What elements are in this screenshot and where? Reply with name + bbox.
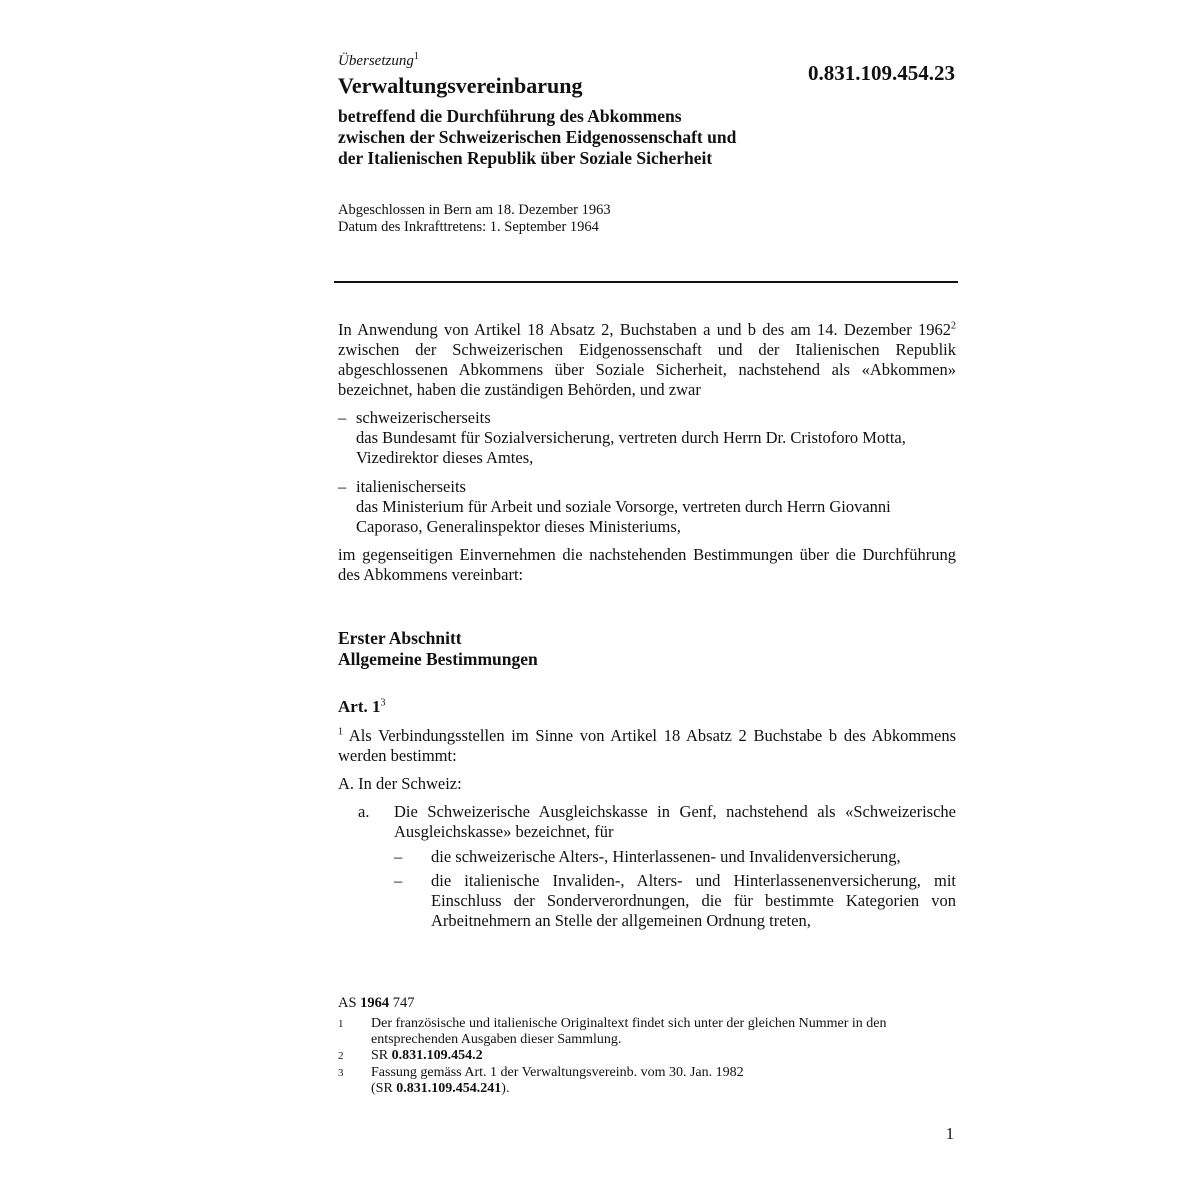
preamble-closing: im gegenseitigen Einvernehmen die nachstehenden Bestimmungen über die Durchführung des Abkommens vereinbart:	[338, 545, 956, 584]
footnote-text: Der französische und italienische Originaltext findet sich unter der gleichen Nummer in den entsprechenden Ausgaben dieser Sammlung.	[371, 1016, 887, 1047]
document-subtitle	[338, 106, 858, 169]
footnote-ref-2[interactable]: 2	[951, 320, 956, 332]
item-text: Die Schweizerische Ausgleichskasse in Genf, nachstehend als «Schweizerische Ausgleichskasse» bezeichnet, für	[394, 802, 956, 841]
footnote-3	[338, 1065, 948, 1097]
subtitle-line: der Italienischen Republik über Soziale Sicherheit	[338, 148, 713, 168]
footnote-2	[338, 1048, 948, 1064]
concluded-date: Abgeschlossen in Bern am 18. Dezember 1963	[338, 202, 611, 218]
dash-marker: –	[394, 847, 403, 866]
section-heading	[338, 628, 538, 670]
document-dates	[338, 202, 611, 236]
footnote-text: SR 0.831.109.454.2	[371, 1048, 483, 1063]
list-letter-a: A. In der Schweiz:	[338, 774, 462, 793]
party-swiss	[338, 408, 956, 468]
dash-marker: –	[338, 408, 347, 427]
footnote-1	[338, 1016, 948, 1048]
footnote-ref-1[interactable]: 1	[413, 51, 419, 62]
official-compilation-reference: AS 1964 747	[338, 995, 415, 1011]
sr-link[interactable]: 0.831.109.454.2	[391, 1048, 483, 1063]
footnote-number: 2	[338, 1050, 344, 1062]
preamble-paragraph: In Anwendung von Artikel 18 Absatz 2, Buchstaben a und b des am 14. Dezember 1962$^2$ zwischen der Schweizerischen Eidgenossenschaft und der Italienischen Republik abgeschlossenen Abkommens über Soziale Sicherheit, nachstehend als «Abkommen» bezeichnet, haben die zuständigen Behörden, und zwar	[338, 320, 956, 399]
section-number: Erster Abschnitt	[338, 628, 462, 648]
article-heading: Art. $1^3$	[338, 697, 386, 716]
party-description: das Ministerium für Arbeit und soziale Vorsorge, vertreten durch Herrn Giovanni Caporaso, Generalinspektor dieses Ministeriums,	[356, 497, 891, 536]
entry-into-force-date: Datum des Inkrafttretens: 1. September 1964	[338, 219, 599, 235]
party-side: italienischerseits	[356, 477, 466, 496]
footnote-ref-3[interactable]: 3	[380, 697, 386, 709]
sub-list-item: – die italienische Invaliden-, Alters- und Hinterlassenenversicherung, mit Einschluss der Sonderverordnungen, die für bestimmte Kategorien von Arbeitnehmern an Stelle der allgemeinen Ordnung treten,	[394, 871, 956, 930]
party-description: das Bundesamt für Sozialversicherung, vertreten durch Herrn Dr. Cristoforo Motta, Vizedirektor dieses Amtes,	[356, 428, 906, 467]
document-title: Verwaltungsvereinbarung	[338, 73, 583, 98]
subtitle-line: betreffend die Durchführung des Abkommens	[338, 106, 682, 126]
party-italian	[338, 477, 956, 537]
subtitle-line: zwischen der Schweizerischen Eidgenossenschaft und	[338, 127, 737, 147]
paragraph-number: 1	[338, 726, 343, 738]
item-label: a.	[358, 802, 370, 821]
footnote-text: Fassung gemäss Art. 1 der Verwaltungsvereinb. vom 30. Jan. 1982 (SR 0.831.109.454.241).	[371, 1065, 744, 1096]
footnote-number: 3	[338, 1067, 344, 1079]
header-divider	[334, 281, 958, 283]
translation-label: Übersetzung$^1$	[338, 51, 419, 69]
sub-list-item: – die schweizerische Alters-, Hinterlassenen- und Invalidenversicherung,	[394, 847, 901, 866]
sr-link[interactable]: 0.831.109.454.241	[396, 1081, 502, 1096]
page-number: 1	[945, 1124, 954, 1143]
footnote-number: 1	[338, 1018, 344, 1030]
sr-number: 0.831.109.454.23	[808, 61, 955, 85]
article-paragraph-1: $^1$ Als Verbindungsstellen im Sinne von Artikel 18 Absatz 2 Buchstabe b des Abkommens werden bestimmt:	[338, 726, 956, 765]
party-side: schweizerischerseits	[356, 408, 491, 427]
list-item-a	[358, 802, 956, 842]
section-title: Allgemeine Bestimmungen	[338, 649, 538, 669]
dash-marker: –	[394, 871, 403, 890]
dash-marker: –	[338, 477, 347, 496]
